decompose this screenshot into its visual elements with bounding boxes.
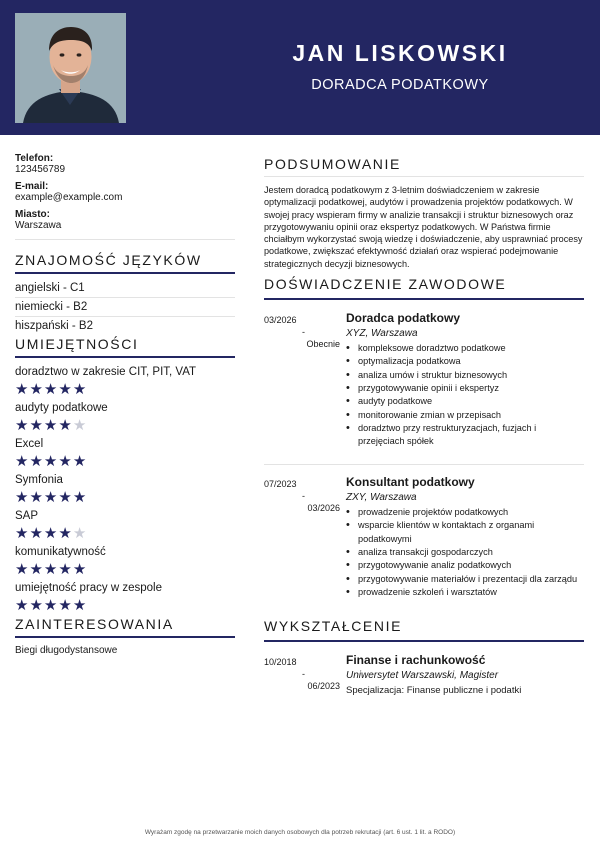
star-filled-icon: ★ — [43, 453, 58, 470]
skill-rating — [15, 597, 235, 616]
profile-photo-image — [15, 13, 126, 123]
star-filled-icon: ★ — [58, 381, 72, 398]
left-column — [15, 153, 235, 656]
summary-title: PODSUMOWANIE — [264, 156, 401, 172]
star-filled-icon: ★ — [29, 453, 43, 470]
experience-detail — [346, 311, 584, 448]
education-section — [264, 618, 584, 706]
duty-item: • przygotowywanie analiz podatkowych — [346, 559, 584, 572]
email-label: E-mail: — [15, 181, 49, 192]
star-filled-icon: ★ — [15, 453, 29, 470]
star-filled-icon: ★ — [58, 597, 72, 614]
star-filled-icon: ★ — [15, 489, 29, 506]
star-filled-icon: ★ — [58, 417, 72, 434]
skill-name: Excel — [15, 438, 44, 450]
skills-section — [15, 336, 235, 616]
company-name: ZXY, Warszawa — [346, 492, 417, 504]
city-value: Warszawa — [15, 220, 62, 231]
phone-label: Telefon: — [15, 153, 54, 164]
education-field: Finanse i rachunkowość — [346, 653, 486, 668]
interest-item: Biegi długodystansowe — [15, 645, 118, 656]
education-specialization: Specjalizacja: Finanse publiczne i podatki — [346, 685, 522, 697]
star-filled-icon: ★ — [15, 417, 29, 434]
contact-block — [15, 153, 235, 240]
star-filled-icon: ★ — [29, 417, 43, 434]
job-title: Doradca podatkowy — [346, 311, 461, 326]
experience-dates — [264, 314, 340, 350]
star-filled-icon: ★ — [15, 381, 29, 398]
duty-item: • prowadzenie projektów podatkowych — [346, 506, 584, 519]
duty-item: • przygotowywanie materiałów i prezentacji dla zarządu — [346, 573, 584, 586]
interests-title: ZAINTERESOWANIA — [15, 616, 174, 632]
skill-item — [15, 436, 235, 472]
date-start: 03/2026 — [264, 315, 297, 326]
education-rule — [264, 640, 584, 642]
duty-item: • optymalizacja podatkowa — [346, 355, 584, 368]
summary-section — [264, 156, 584, 270]
gdpr-consent: Wyrażam zgodę na przetwarzanie moich danych osobowych dla potrzeb rekrutacji (art. 6 ust. 1 lit. a RODO) — [144, 829, 456, 836]
languages-section — [15, 252, 235, 336]
date-dash: - — [302, 669, 305, 680]
skill-item — [15, 580, 235, 616]
star-filled-icon: ★ — [15, 525, 29, 542]
star-filled-icon: ★ — [43, 561, 58, 578]
date-dash: - — [302, 491, 305, 502]
star-empty-icon: ★ — [72, 417, 87, 434]
skill-rating — [15, 561, 235, 580]
skill-rating — [15, 489, 235, 508]
city-label: Miasto: — [15, 209, 50, 220]
education-title: WYKSZTAŁCENIE — [264, 618, 403, 635]
company-name: XYZ, Warszawa — [346, 328, 418, 340]
star-filled-icon: ★ — [72, 561, 87, 578]
star-filled-icon: ★ — [72, 597, 87, 614]
skill-name: audyty podatkowe — [15, 402, 108, 414]
date-start: 07/2023 — [264, 479, 297, 490]
languages-title: ZNAJOMOŚĆ JĘZYKÓW — [15, 252, 202, 268]
skill-item — [15, 472, 235, 508]
job-title: Konsultant podatkowy — [346, 475, 475, 490]
duty-item: • monitorowanie zmian w przepisach — [346, 409, 584, 422]
skill-item — [15, 400, 235, 436]
duty-item: • przygotowywanie opinii i ekspertyz — [346, 382, 584, 395]
skills-rule — [15, 356, 235, 358]
duty-item: • doradztwo przy restrukturyzacjach, fuzjach i przejęciach spółek — [346, 422, 584, 449]
date-end: Obecnie — [306, 339, 340, 350]
interests-section — [15, 616, 235, 656]
phone-value: 123456789 — [15, 164, 66, 175]
star-filled-icon: ★ — [43, 489, 58, 506]
date-start: 10/2018 — [264, 657, 297, 668]
languages-rule — [15, 272, 235, 274]
star-filled-icon: ★ — [29, 561, 43, 578]
star-filled-icon: ★ — [72, 381, 87, 398]
star-filled-icon: ★ — [72, 489, 87, 506]
date-end: 03/2026 — [307, 503, 340, 514]
star-filled-icon: ★ — [15, 561, 29, 578]
summary-divider — [264, 176, 584, 177]
candidate-role: DORADCA PODATKOWY — [311, 77, 489, 93]
language-item: angielski - C1 — [15, 279, 235, 298]
experience-detail — [346, 475, 584, 599]
skill-name: komunikatywność — [15, 546, 106, 558]
language-item: niemiecki - B2 — [15, 298, 235, 317]
duty-item: • kompleksowe doradztwo podatkowe — [346, 342, 584, 355]
star-filled-icon: ★ — [43, 417, 58, 434]
experience-divider — [264, 464, 584, 465]
star-empty-icon: ★ — [72, 525, 87, 542]
experience-dates — [264, 478, 340, 514]
education-dates — [264, 656, 340, 692]
star-filled-icon: ★ — [29, 597, 43, 614]
star-filled-icon: ★ — [58, 525, 72, 542]
star-filled-icon: ★ — [29, 381, 43, 398]
skill-name: Symfonia — [15, 474, 63, 486]
summary-text: Jestem doradcą podatkowym z 3-letnim doświadczeniem w zakresie optymalizacji podatkowej, audytów i prowadzenia projektów podatkowych. W swojej pracy wspieram firmy w analizie transakcji i struktur biznesowych oraz przygotowywaniu opinii oraz ekspertyz podatkowych. W Państwa firmie chciałbym wykorzystać swoją wiedzę i doświadczenie, aby usprawniać procesy podatkowe, zwiększać efektywność działań oraz wspierać podejmowanie strategicznych decyzji biznesowych. — [264, 185, 583, 269]
experience-section — [264, 276, 584, 618]
star-filled-icon: ★ — [43, 597, 58, 614]
profile-photo — [15, 13, 126, 123]
star-filled-icon: ★ — [43, 381, 58, 398]
skill-rating — [15, 453, 235, 472]
duties-list — [346, 342, 584, 448]
interests-rule — [15, 636, 235, 638]
duty-item: • audyty podatkowe — [346, 395, 584, 408]
duty-item: • prowadzenie szkoleń i warsztatów — [346, 586, 584, 599]
skill-item — [15, 364, 235, 400]
skill-rating — [15, 525, 235, 544]
education-detail — [346, 653, 584, 696]
email-value: example@example.com — [15, 192, 123, 203]
skill-name: SAP — [15, 510, 39, 522]
star-filled-icon: ★ — [58, 561, 72, 578]
duty-item: • analiza transakcji gospodarczych — [346, 546, 584, 559]
duties-list — [346, 506, 584, 599]
star-filled-icon: ★ — [72, 453, 87, 470]
language-item: hiszpański - B2 — [15, 320, 93, 332]
date-dash: - — [302, 327, 305, 338]
experience-rule — [264, 298, 584, 300]
duty-item: • wsparcie klientów w kontaktach z organami podatkowymi — [346, 519, 584, 546]
skill-name: umiejętność pracy w zespole — [15, 582, 163, 594]
star-filled-icon: ★ — [58, 489, 72, 506]
experience-title: DOŚWIADCZENIE ZAWODOWE — [264, 276, 507, 293]
header-banner — [0, 0, 600, 135]
skills-title: UMIEJĘTNOŚCI — [15, 336, 139, 352]
experience-entry — [264, 475, 584, 618]
skills-list — [15, 364, 235, 616]
skill-item — [15, 544, 235, 580]
education-school: Uniwersytet Warszawski, Magister — [346, 670, 499, 682]
star-filled-icon: ★ — [15, 597, 29, 614]
skill-name: doradztwo w zakresie CIT, PIT, VAT — [15, 366, 197, 378]
right-column — [264, 156, 584, 706]
contact-divider — [15, 239, 235, 240]
skill-rating — [15, 417, 235, 436]
experience-entry — [264, 311, 584, 464]
skill-item — [15, 508, 235, 544]
star-filled-icon: ★ — [29, 489, 43, 506]
star-filled-icon: ★ — [29, 525, 43, 542]
skill-rating — [15, 381, 235, 400]
star-filled-icon: ★ — [58, 453, 72, 470]
date-end: 06/2023 — [307, 681, 340, 692]
candidate-name: JAN LISKOWSKI — [292, 40, 508, 66]
star-filled-icon: ★ — [43, 525, 58, 542]
education-entry — [264, 653, 584, 706]
duty-item: • analiza umów i struktur biznesowych — [346, 369, 584, 382]
